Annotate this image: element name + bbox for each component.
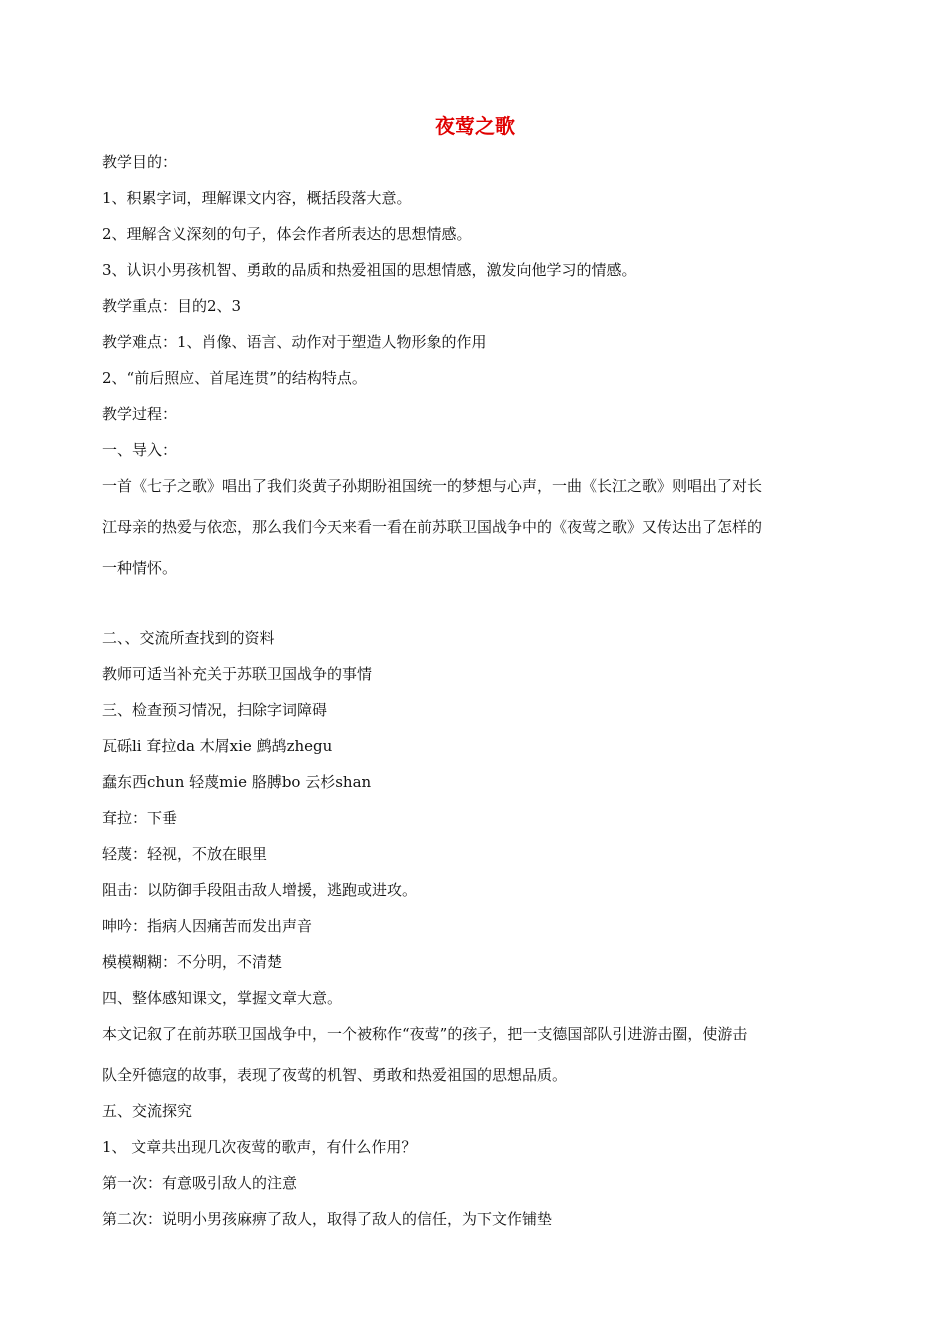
definition-item: 阻击：以防御手段阻击敌人增援，逃跑或进攻。 — [102, 881, 418, 899]
blank-line — [102, 578, 854, 612]
summary-line: 队全歼德寇的故事，表现了夜莺的机智、勇敢和热爱祖国的思想品质。 — [102, 1066, 568, 1084]
difficult-points: 教学难点：1、肖像、语言、动作对于塑造人物形象的作用 — [102, 333, 487, 351]
difficult-point-2: 2、“前后照应、首尾连贯”的结构特点。 — [102, 369, 367, 387]
section-intro-heading: 一、导入： — [102, 441, 178, 459]
vocab-pinyin-1: 瓦砾li 耷拉da 木屑xie 鹧鸪zhegu — [102, 737, 333, 755]
definition-item: 轻蔑：轻视，不放在眼里 — [102, 845, 268, 863]
vocab-pinyin-2: 蠢东西chun 轻蔑mie 胳膊bo 云杉shan — [102, 773, 372, 791]
definition-item: 模模糊糊：不分明，不清楚 — [102, 953, 283, 971]
definition-item: 呻吟：指病人因痛苦而发出声音 — [102, 917, 313, 935]
intro-line: 江母亲的热爱与依恋，那么我们今天来看一看在前苏联卫国战争中的《夜莺之歌》又传达出了怎样的 — [102, 518, 763, 536]
objective-2: 2、理解含义深刻的句子，体会作者所表达的思想情感。 — [102, 225, 472, 243]
question-1: 1、 文章共出现几次夜莺的歌声，有什么作用？ — [102, 1138, 417, 1156]
section-explore-heading: 五、交流探究 — [102, 1102, 193, 1120]
objective-1: 1、积累字词，理解课文内容，概括段落大意。 — [102, 189, 412, 207]
heading-objectives: 教学目的： — [102, 153, 178, 171]
answer-first: 第一次：有意吸引敌人的注意 — [102, 1174, 298, 1192]
document-body — [102, 136, 854, 1229]
section-preview-heading: 三、检查预习情况，扫除字词障碍 — [102, 701, 328, 719]
intro-paragraph — [102, 476, 854, 578]
summary-line: 本文记叙了在前苏联卫国战争中，一个被称作“夜莺”的孩子，把一支德国部队引进游击圈，使游击 — [102, 1025, 748, 1043]
document-title: 夜莺之歌 — [435, 114, 515, 138]
intro-line: 一种情怀。 — [102, 559, 178, 577]
materials-note: 教师可适当补充关于苏联卫国战争的事情 — [102, 665, 373, 683]
intro-line: 一首《七子之歌》唱出了我们炎黄子孙期盼祖国统一的梦想与心声，一曲《长江之歌》则唱出了对长 — [102, 477, 763, 495]
objective-3: 3、认识小男孩机智、勇敢的品质和热爱祖国的思想情感，激发向他学习的情感。 — [102, 261, 637, 279]
summary-paragraph — [102, 1024, 854, 1085]
definition-item: 耷拉：下垂 — [102, 809, 178, 827]
section-overview-heading: 四、整体感知课文，掌握文章大意。 — [102, 989, 343, 1007]
section-materials-heading: 二、、交流所查找到的资料 — [102, 629, 275, 647]
heading-process: 教学过程： — [102, 405, 178, 423]
answer-second: 第二次：说明小男孩麻痹了敌人，取得了敌人的信任，为下文作铺垫 — [102, 1210, 553, 1228]
key-points: 教学重点：目的2、3 — [102, 297, 242, 315]
